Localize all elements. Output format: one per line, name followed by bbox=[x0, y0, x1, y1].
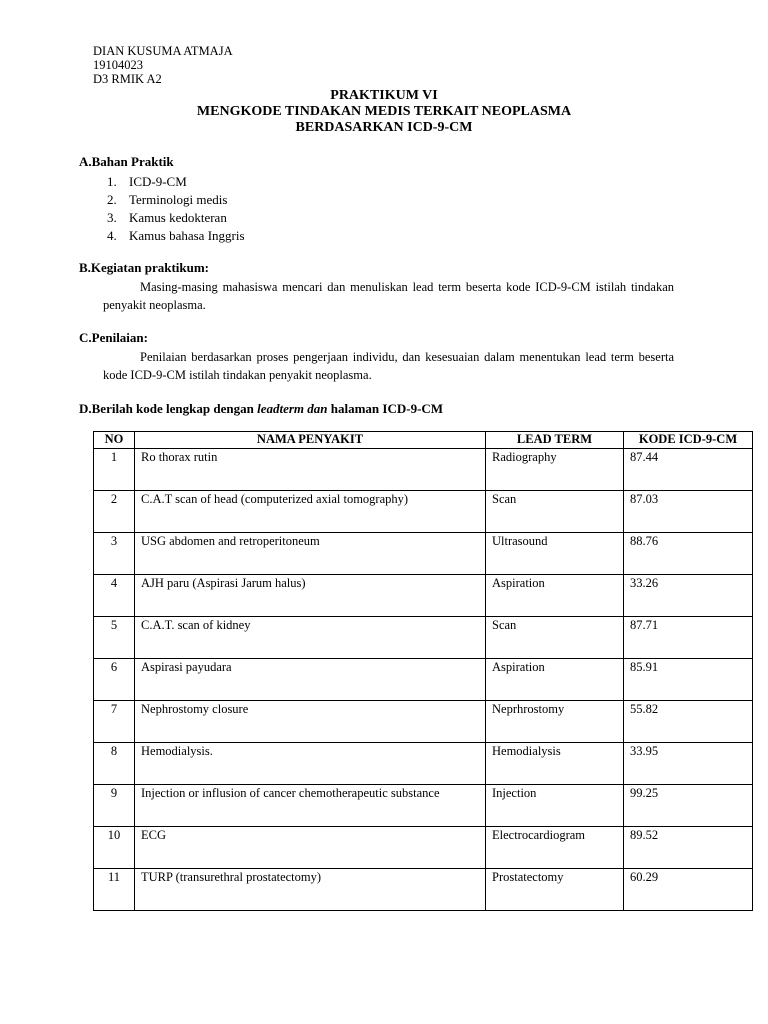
materials-list bbox=[107, 173, 245, 245]
cell-no: 9 bbox=[94, 785, 135, 827]
list-item bbox=[107, 227, 245, 245]
table-row bbox=[94, 491, 753, 533]
table-row bbox=[94, 743, 753, 785]
cell-nama-penyakit: Nephrostomy closure bbox=[135, 701, 486, 743]
list-item-text: Kamus kedokteran bbox=[129, 210, 227, 225]
list-item-number: 1. bbox=[107, 174, 117, 189]
cell-lead-term: Scan bbox=[486, 491, 624, 533]
section-b-heading: B.Kegiatan praktikum: bbox=[79, 260, 210, 275]
cell-no: 5 bbox=[94, 617, 135, 659]
table-row bbox=[94, 617, 753, 659]
cell-kode: 87.44 bbox=[624, 449, 753, 491]
cell-nama-penyakit: USG abdomen and retroperitoneum bbox=[135, 533, 486, 575]
cell-lead-term: Ultrasound bbox=[486, 533, 624, 575]
cell-kode: 85.91 bbox=[624, 659, 753, 701]
cell-no: 10 bbox=[94, 827, 135, 869]
cell-nama-penyakit: Ro thorax rutin bbox=[135, 449, 486, 491]
title-line-2: MENGKODE TINDAKAN MEDIS TERKAIT NEOPLASMA bbox=[196, 104, 572, 119]
icd-code-table bbox=[93, 431, 753, 911]
header-no: NO bbox=[94, 432, 135, 449]
section-d-heading-part2: halaman ICD-9-CM bbox=[327, 401, 444, 416]
list-item-number: 3. bbox=[107, 210, 117, 225]
section-c-body: Penilaian berdasarkan proses pengerjaan individu, dan kesesuaian dalam menentukan lead term beserta kode ICD-9-CM istilah tindakan penyakit neoplasma. bbox=[103, 350, 674, 382]
table-row bbox=[94, 869, 753, 911]
cell-lead-term: Hemodialysis bbox=[486, 743, 624, 785]
cell-nama-penyakit: TURP (transurethral prostatectomy) bbox=[135, 869, 486, 911]
table-row bbox=[94, 785, 753, 827]
cell-kode: 33.95 bbox=[624, 743, 753, 785]
cell-no: 11 bbox=[94, 869, 135, 911]
cell-nama-penyakit: Aspirasi payudara bbox=[135, 659, 486, 701]
section-b-body: Masing-masing mahasiswa mencari dan menuliskan lead term beserta kode ICD-9-CM istilah tindakan penyakit neoplasma. bbox=[103, 280, 674, 312]
table-body bbox=[94, 449, 753, 911]
table-row bbox=[94, 575, 753, 617]
cell-lead-term: Aspiration bbox=[486, 575, 624, 617]
cell-kode: 60.29 bbox=[624, 869, 753, 911]
author-name: DIAN KUSUMA ATMAJA bbox=[93, 44, 233, 58]
cell-nama-penyakit: Hemodialysis. bbox=[135, 743, 486, 785]
section-d-heading bbox=[79, 401, 443, 417]
cell-kode: 87.71 bbox=[624, 617, 753, 659]
cell-no: 1 bbox=[94, 449, 135, 491]
cell-no: 4 bbox=[94, 575, 135, 617]
cell-lead-term: Aspiration bbox=[486, 659, 624, 701]
cell-kode: 87.03 bbox=[624, 491, 753, 533]
section-c-text bbox=[103, 348, 674, 384]
header-nama-penyakit: NAMA PENYAKIT bbox=[135, 432, 486, 449]
section-c-heading: C.Penilaian: bbox=[79, 330, 148, 345]
table-row bbox=[94, 659, 753, 701]
cell-no: 8 bbox=[94, 743, 135, 785]
cell-nama-penyakit: C.A.T. scan of kidney bbox=[135, 617, 486, 659]
list-item-number: 2. bbox=[107, 192, 117, 207]
cell-no: 3 bbox=[94, 533, 135, 575]
cell-nama-penyakit: ECG bbox=[135, 827, 486, 869]
cell-kode: 89.52 bbox=[624, 827, 753, 869]
table-row bbox=[94, 449, 753, 491]
list-item bbox=[107, 209, 245, 227]
title-line-3: BERDASARKAN ICD-9-CM bbox=[295, 120, 473, 135]
author-class: D3 RMIK A2 bbox=[93, 72, 162, 86]
header-kode: KODE ICD-9-CM bbox=[624, 432, 753, 449]
table-row bbox=[94, 701, 753, 743]
cell-no: 6 bbox=[94, 659, 135, 701]
section-a-heading: A.Bahan Praktik bbox=[79, 154, 174, 169]
author-block bbox=[93, 44, 233, 86]
cell-lead-term: Radiography bbox=[486, 449, 624, 491]
cell-nama-penyakit: C.A.T scan of head (computerized axial tomography) bbox=[135, 491, 486, 533]
cell-nama-penyakit: Injection or influsion of cancer chemotherapeutic substance bbox=[135, 785, 486, 827]
cell-lead-term: Electrocardiogram bbox=[486, 827, 624, 869]
section-d-heading-part1: D.Berilah kode lengkap dengan bbox=[79, 401, 258, 416]
cell-no: 7 bbox=[94, 701, 135, 743]
cell-no: 2 bbox=[94, 491, 135, 533]
list-item-text: Kamus bahasa Inggris bbox=[129, 228, 245, 243]
table-row bbox=[94, 533, 753, 575]
list-item bbox=[107, 173, 245, 191]
cell-kode: 99.25 bbox=[624, 785, 753, 827]
list-item bbox=[107, 191, 245, 209]
cell-lead-term: Injection bbox=[486, 785, 624, 827]
list-item-text: Terminologi medis bbox=[129, 192, 228, 207]
list-item-number: 4. bbox=[107, 228, 117, 243]
cell-nama-penyakit: AJH paru (Aspirasi Jarum halus) bbox=[135, 575, 486, 617]
cell-lead-term: Neprhrostomy bbox=[486, 701, 624, 743]
section-d-heading-italic: leadterm dan bbox=[257, 401, 328, 416]
section-b-text bbox=[103, 278, 674, 314]
table-row bbox=[94, 827, 753, 869]
cell-kode: 55.82 bbox=[624, 701, 753, 743]
cell-kode: 88.76 bbox=[624, 533, 753, 575]
author-nim: 19104023 bbox=[93, 58, 143, 72]
document-title bbox=[0, 88, 768, 136]
cell-kode: 33.26 bbox=[624, 575, 753, 617]
table-header-row bbox=[94, 432, 753, 449]
list-item-text: ICD-9-CM bbox=[129, 174, 187, 189]
cell-lead-term: Scan bbox=[486, 617, 624, 659]
header-lead-term: LEAD TERM bbox=[486, 432, 624, 449]
cell-lead-term: Prostatectomy bbox=[486, 869, 624, 911]
title-line-1: PRAKTIKUM VI bbox=[330, 88, 438, 103]
